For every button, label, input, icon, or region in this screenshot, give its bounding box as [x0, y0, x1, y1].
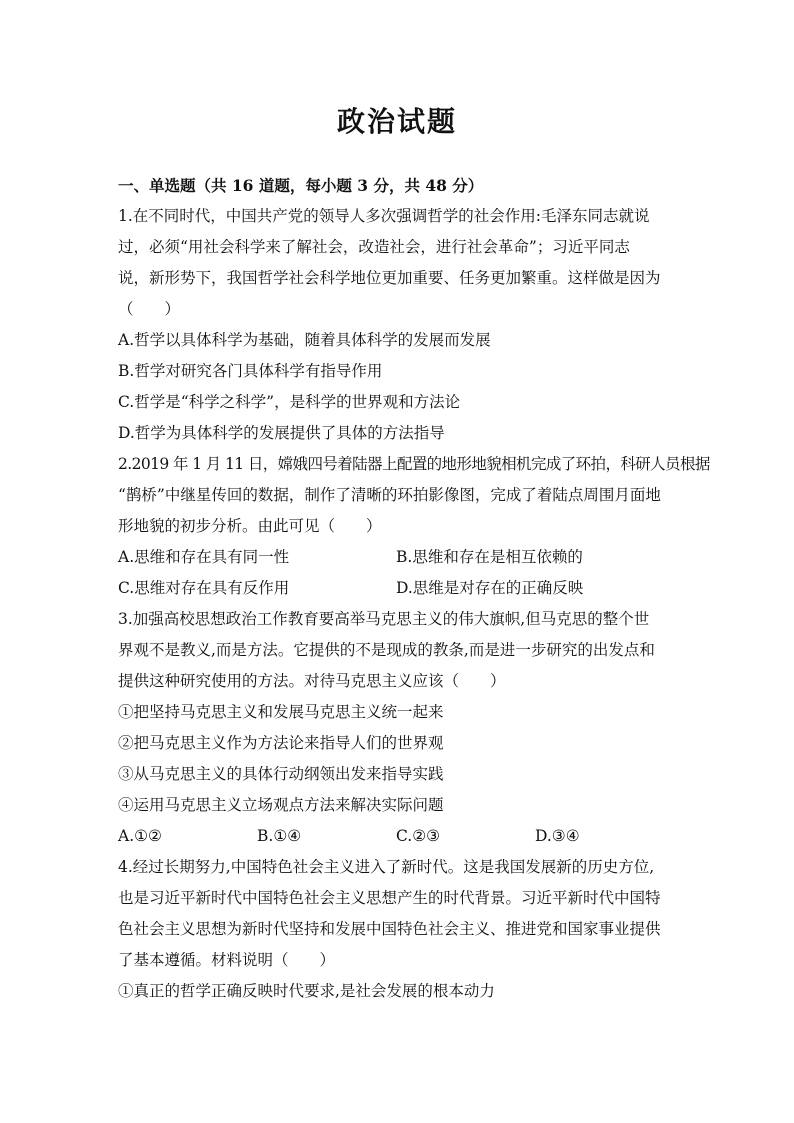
- q4-item: ①真正的哲学正确反映时代要求,是社会发展的根本动力: [118, 982, 495, 1000]
- q1-option-b: B.哲学对研究各门具体科学有指导作用: [118, 362, 383, 380]
- q4-stem-line: 4.经过长期努力,中国特色社会主义进入了新时代。这是我国发展新的历史方位,: [118, 858, 655, 876]
- q2-option-b: B.思维和存在是相互依赖的: [396, 548, 583, 566]
- question-3: [118, 604, 678, 852]
- question-4: [118, 852, 678, 1007]
- q4-stem-line: 也是习近平新时代中国特色社会主义思想产生的时代背景。习近平新时代中国特: [118, 889, 661, 907]
- q4-stem-line: 了基本遵循。材料说明（ ）: [118, 951, 336, 969]
- q2-option-d: D.思维是对存在的正确反映: [396, 579, 584, 597]
- question-2: [118, 449, 710, 604]
- q3-item: ②把马克思主义作为方法论来指导人们的世界观: [118, 734, 444, 752]
- q3-stem-line: 提供这种研究使用的方法。对待马克思主义应该（ ）: [118, 672, 506, 690]
- q1-option-c: C.哲学是“科学之科学”，是科学的世界观和方法论: [118, 393, 461, 411]
- q3-stem-line: 界观不是教义,而是方法。它提供的不是现成的教条,而是进一步研究的出发点和: [118, 641, 655, 659]
- q3-options-row: [118, 821, 678, 852]
- q1-option-a: A.哲学以具体科学为基础，随着具体科学的发展而发展: [118, 331, 491, 349]
- page-title: 政治试题: [336, 105, 457, 138]
- q1-stem-line: （ ）: [118, 300, 181, 318]
- q2-stem-line: “鹊桥”中继星传回的数据，制作了清晰的环拍影像图，完成了着陆点周围月面地: [118, 486, 661, 504]
- q3-item: ③从马克思主义的具体行动纲领出发来指导实践: [118, 765, 444, 783]
- q2-stem-line: 2.2019 年 1 月 11 日，嫦娥四号着陆器上配置的地形地貌相机完成了环拍，科研人员根据: [118, 455, 710, 473]
- q3-item: ④运用马克思主义立场观点方法来解决实际问题: [118, 796, 444, 814]
- question-1: [118, 201, 678, 449]
- q1-stem-line: 说，新形势下，我国哲学社会科学地位更加重要、任务更加繁重。这样做是因为: [118, 269, 661, 287]
- q3-item: ①把坚持马克思主义和发展马克思主义统一起来: [118, 703, 444, 721]
- q2-option-a: A.思维和存在具有同一性: [118, 548, 290, 566]
- q1-option-d: D.哲学为具体科学的发展提供了具体的方法指导: [118, 424, 445, 442]
- q3-option-c: C.②③: [396, 827, 441, 845]
- q2-option-c: C.思维对存在具有反作用: [118, 579, 290, 597]
- q2-stem-line: 形地貌的初步分析。由此可见（ ）: [118, 517, 382, 535]
- q1-stem-line: 1.在不同时代，中国共产党的领导人多次强调哲学的社会作用:毛泽东同志就说: [118, 207, 650, 225]
- exam-body: [118, 170, 710, 1007]
- q4-stem-line: 色社会主义思想为新时代坚持和发展中国特色社会主义、推进党和国家事业提供: [118, 920, 661, 938]
- q3-option-a: A.①②: [118, 827, 162, 845]
- q1-stem-line: 过，必须“用社会科学来了解社会，改造社会，进行社会革命”；习近平同志: [118, 238, 630, 256]
- q3-stem-line: 3.加强高校思想政治工作教育要高举马克思主义的伟大旗帜,但马克思的整个世: [118, 610, 650, 628]
- q2-options-row: [118, 542, 678, 573]
- q2-options-row: [118, 573, 678, 604]
- section-heading: 一、单选题（共 16 道题，每小题 3 分，共 48 分）: [118, 176, 484, 195]
- q3-option-d: D.③④: [535, 827, 580, 845]
- q3-option-b: B.①④: [257, 827, 302, 845]
